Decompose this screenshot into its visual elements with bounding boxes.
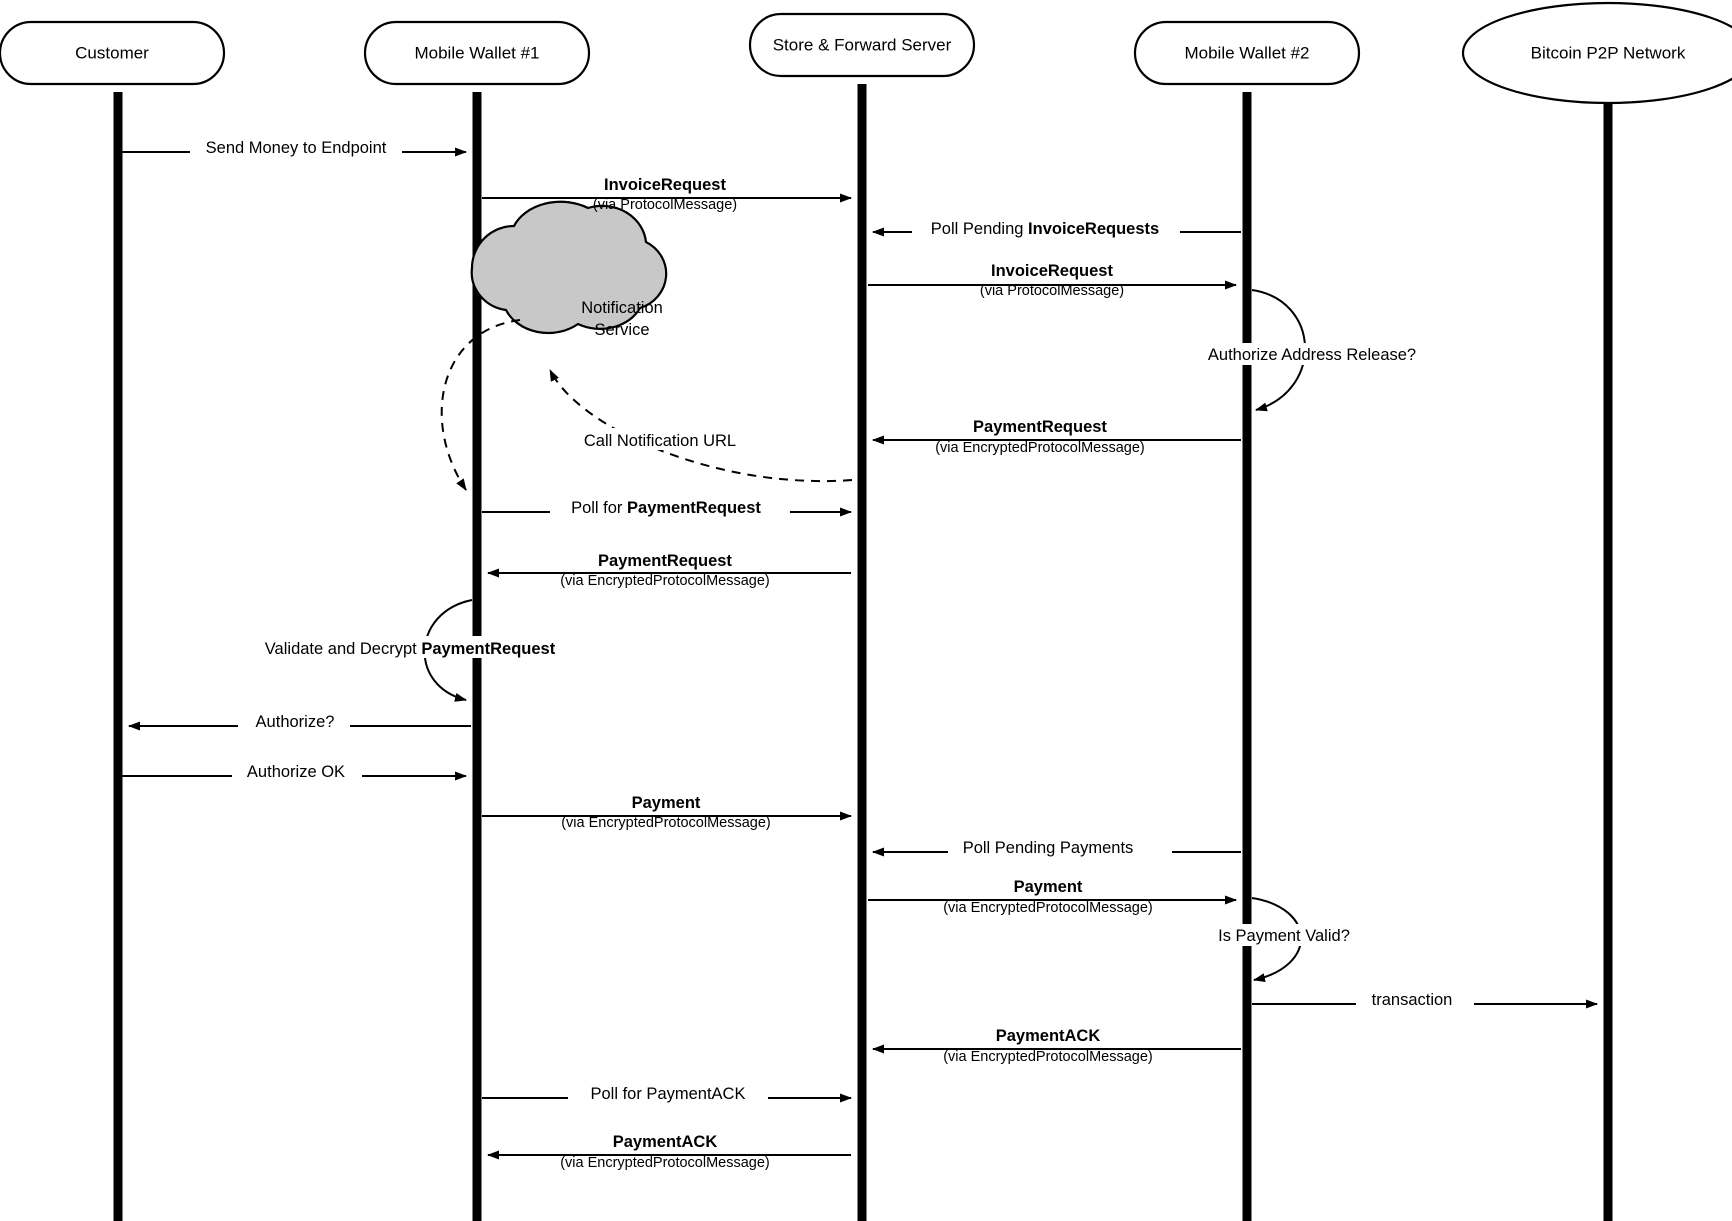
message-authorize-address-release bbox=[1186, 290, 1436, 410]
message-sublabel: (via EncryptedProtocolMessage) bbox=[561, 815, 771, 831]
message-label: PaymentACK bbox=[612, 1133, 718, 1151]
message-label: Authorize OK bbox=[246, 763, 346, 781]
actor-network-label: Bitcoin P2P Network bbox=[1530, 43, 1686, 63]
actor-customer[interactable] bbox=[0, 22, 224, 84]
actor-server-label: Store & Forward Server bbox=[772, 35, 952, 55]
message-paymentack-wallet2-server bbox=[873, 1027, 1241, 1065]
message-paymentrequest-server-wallet1 bbox=[488, 552, 851, 589]
message-call-notification-url bbox=[442, 320, 852, 490]
message-validate-and-decrypt-paymentrequest bbox=[240, 600, 582, 700]
message-label: transaction bbox=[1371, 991, 1453, 1009]
message-sublabel: (via EncryptedProtocolMessage) bbox=[935, 440, 1145, 456]
actor-server[interactable] bbox=[750, 14, 974, 76]
message-poll-for-paymentack bbox=[482, 1082, 851, 1104]
message-authorize-ok bbox=[122, 760, 466, 782]
message-label: Call Notification URL bbox=[583, 432, 737, 450]
message-sublabel: (via EncryptedProtocolMessage) bbox=[943, 900, 1153, 916]
actor-wallet1[interactable] bbox=[365, 22, 589, 84]
actor-wallet2[interactable] bbox=[1135, 22, 1359, 84]
message-label: PaymentRequest bbox=[973, 418, 1107, 436]
message-label: Poll Pending InvoiceRequests bbox=[930, 220, 1160, 238]
actor-wallet1-label: Mobile Wallet #1 bbox=[414, 43, 540, 63]
message-label: Payment bbox=[1013, 878, 1083, 896]
message-label: PaymentACK bbox=[995, 1027, 1101, 1045]
message-transaction bbox=[1252, 988, 1597, 1010]
message-sublabel: (via EncryptedProtocolMessage) bbox=[560, 1155, 770, 1171]
message-paymentack-server-wallet1 bbox=[488, 1133, 851, 1171]
message-label: Authorize? bbox=[255, 713, 335, 731]
message-sublabel: (via EncryptedProtocolMessage) bbox=[560, 573, 770, 589]
message-label: Authorize Address Release? bbox=[1207, 346, 1417, 364]
message-poll-for-paymentrequest bbox=[482, 496, 851, 518]
message-poll-pending-invoicerequests bbox=[873, 217, 1241, 239]
message-label: Validate and Decrypt PaymentRequest bbox=[264, 640, 556, 658]
message-sublabel: (via ProtocolMessage) bbox=[592, 197, 738, 213]
cloud-label-line1: Notification bbox=[581, 299, 663, 317]
message-sublabel: (via EncryptedProtocolMessage) bbox=[943, 1049, 1153, 1065]
message-label: Poll for PaymentACK bbox=[590, 1085, 746, 1103]
message-sublabel: (via ProtocolMessage) bbox=[979, 283, 1125, 299]
message-label: InvoiceRequest bbox=[604, 176, 726, 194]
message-label: Payment bbox=[631, 794, 701, 812]
message-is-payment-valid bbox=[1200, 898, 1368, 980]
message-label: Poll Pending Payments bbox=[962, 839, 1134, 857]
message-payment-server-wallet2 bbox=[868, 878, 1236, 916]
actor-wallet2-label: Mobile Wallet #2 bbox=[1184, 43, 1310, 63]
message-label: InvoiceRequest bbox=[991, 262, 1113, 280]
message-label: PaymentRequest bbox=[598, 552, 732, 570]
cloud-label-line2: Service bbox=[594, 321, 650, 339]
message-label: Send Money to Endpoint bbox=[205, 139, 387, 157]
message-label: Is Payment Valid? bbox=[1218, 927, 1350, 945]
message-label: Poll for PaymentRequest bbox=[571, 499, 761, 517]
message-invoicerequest-server-wallet2 bbox=[868, 262, 1236, 299]
actor-network[interactable] bbox=[1463, 3, 1732, 103]
notification-service-cloud bbox=[472, 202, 666, 339]
message-authorize-question bbox=[129, 710, 471, 732]
actor-customer-label: Customer bbox=[75, 43, 149, 63]
message-send-money-to-endpoint bbox=[122, 136, 466, 158]
message-poll-pending-payments bbox=[873, 836, 1241, 858]
message-paymentrequest-wallet2-server bbox=[873, 418, 1241, 456]
message-payment-wallet1-server bbox=[482, 794, 851, 831]
